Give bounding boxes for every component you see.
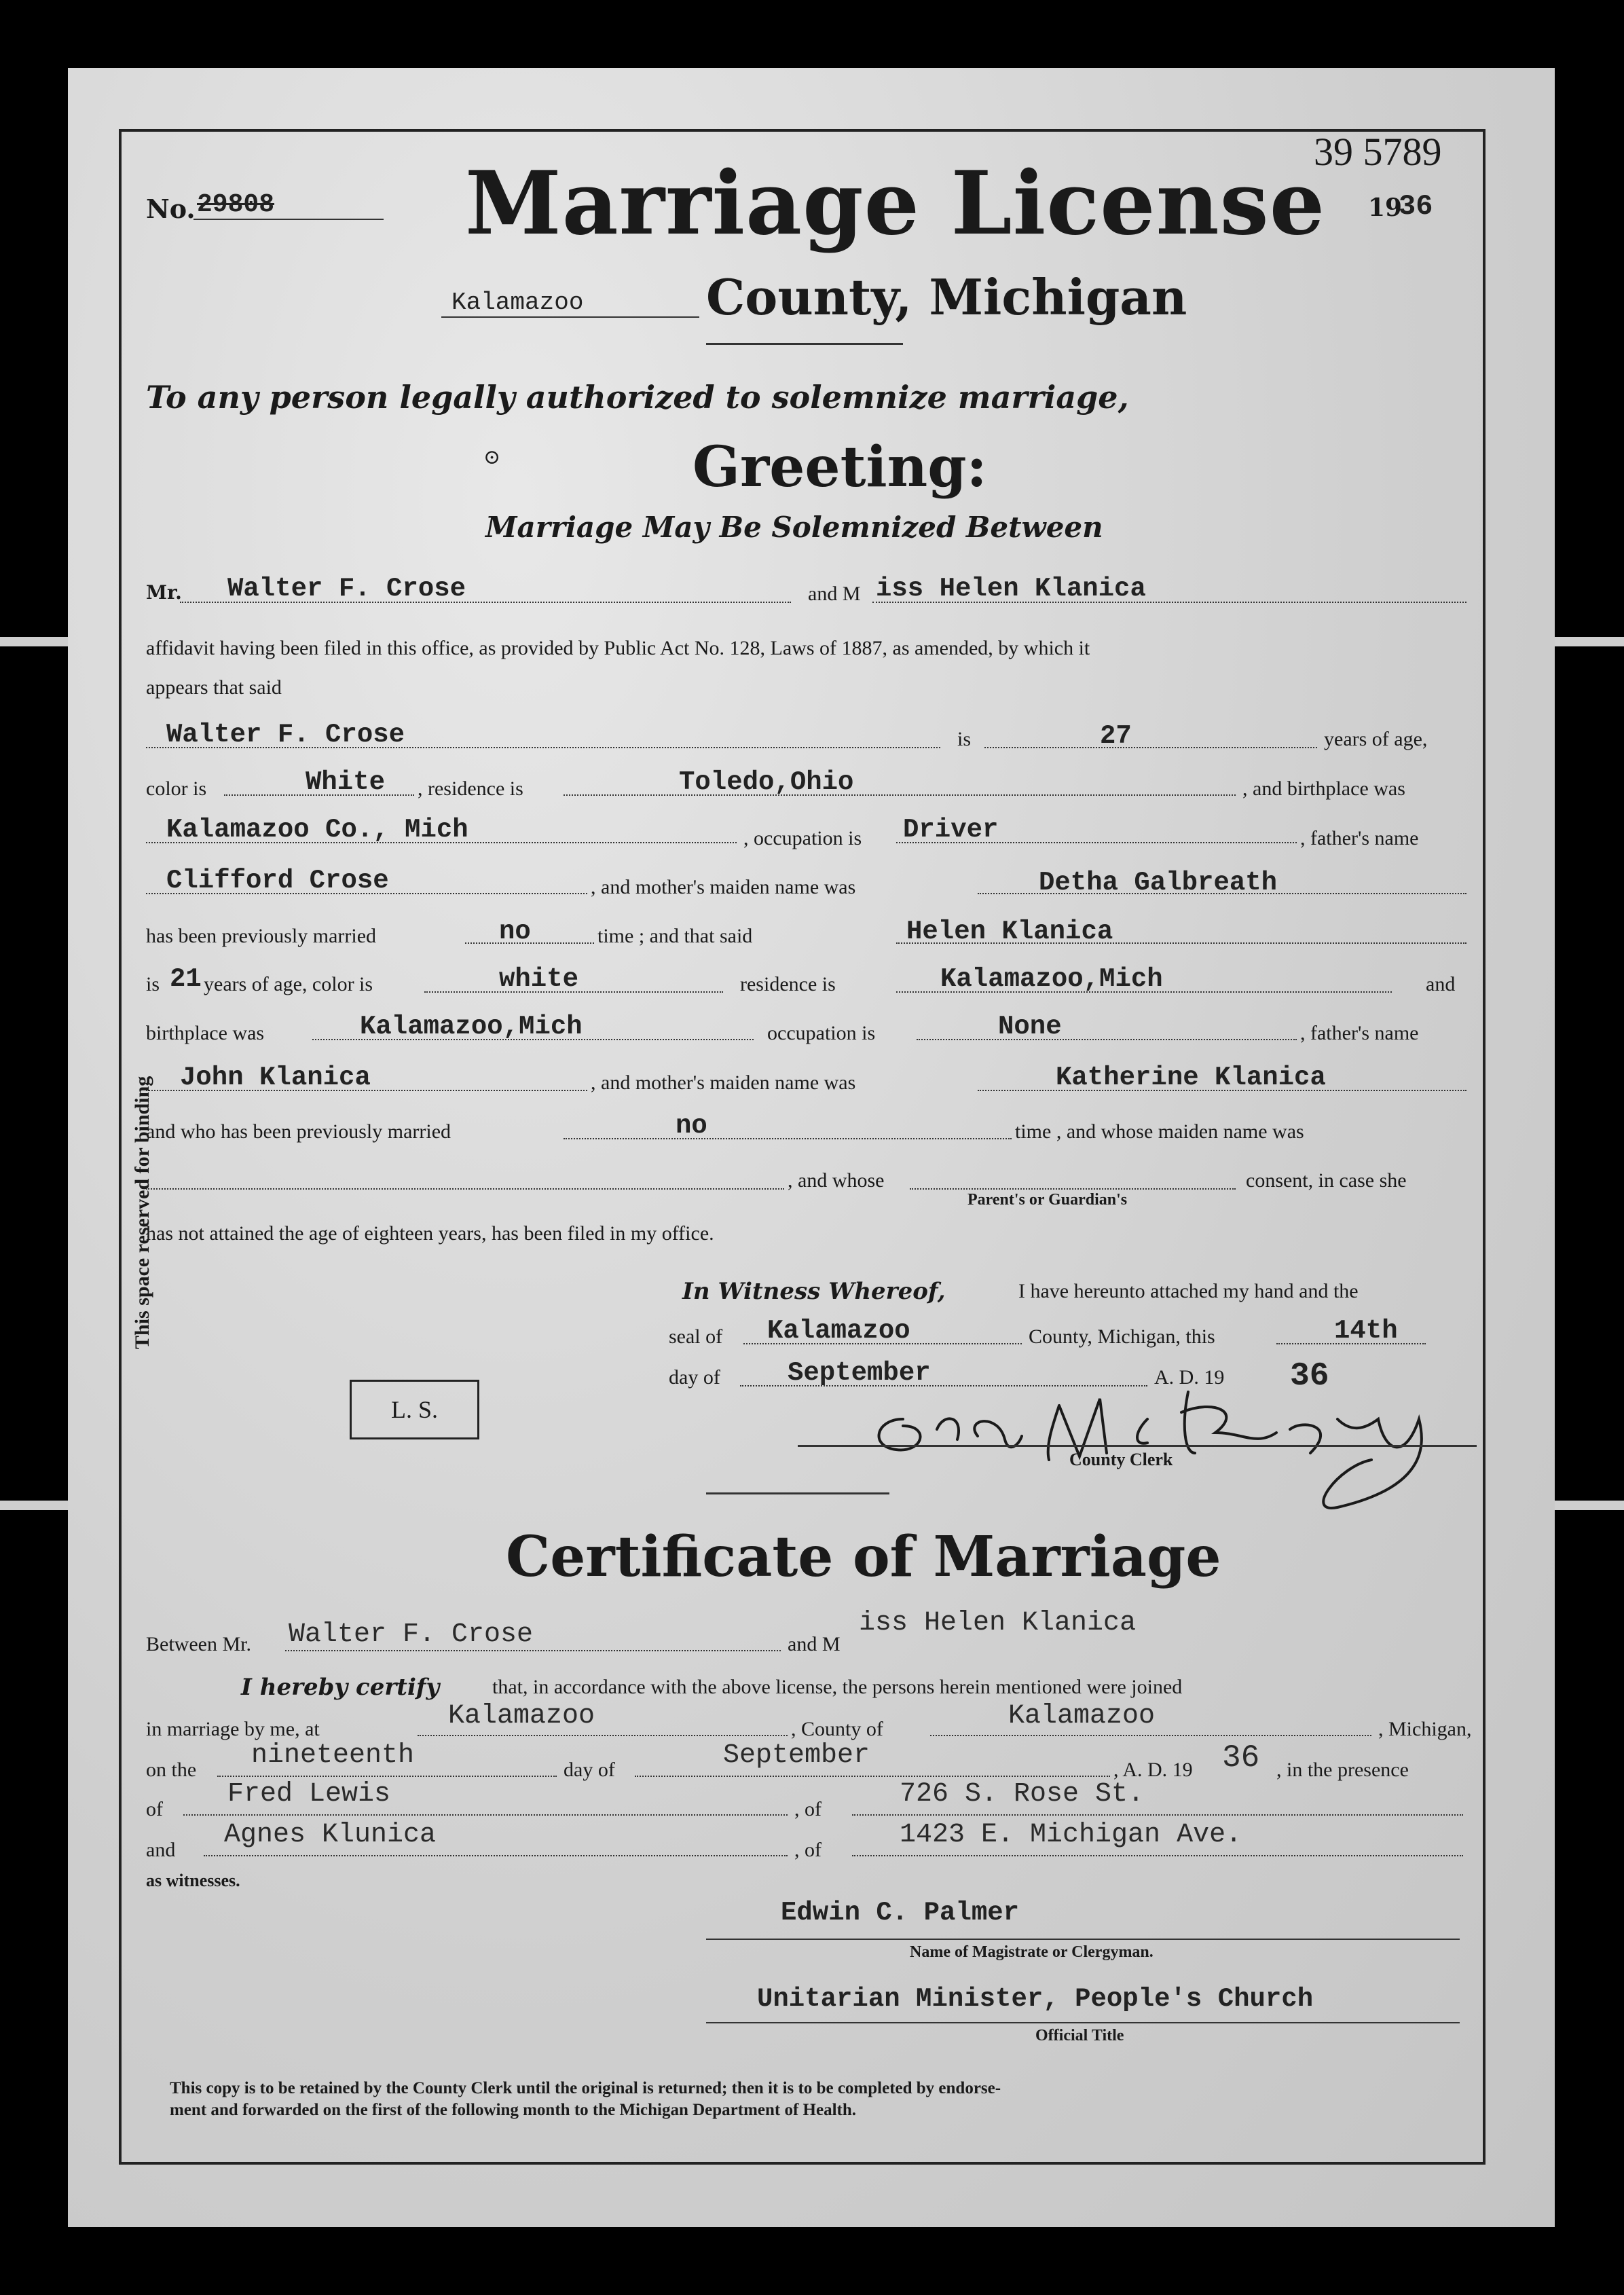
presence-label: , in the presence <box>1276 1759 1409 1781</box>
residence-is-label: , residence is <box>418 777 523 800</box>
license-title: Marriage License <box>465 153 1326 255</box>
officiant-label: Name of Magistrate or Clergyman. <box>910 1943 1154 1961</box>
clerk-signature <box>862 1372 1514 1528</box>
marriage-day-line <box>217 1776 557 1777</box>
bride-father: John Klanica <box>180 1063 371 1093</box>
marriage-place: Kalamazoo <box>448 1701 595 1731</box>
groom-name-2-line <box>146 747 940 748</box>
as-witnesses: as witnesses. <box>146 1871 240 1890</box>
license-no-value: 29808 <box>197 190 275 219</box>
witness2-name-line <box>204 1855 788 1856</box>
issue-day-line <box>1276 1343 1426 1344</box>
groom-father-line <box>146 893 587 894</box>
groom-color-line <box>224 794 414 796</box>
issue-month: September <box>788 1358 931 1388</box>
mothers-maiden-label: , and mother's maiden name was <box>591 876 856 898</box>
comma-of-label: , of <box>794 1798 822 1820</box>
groom-birthplace-line <box>146 842 737 843</box>
prev-married-label-2: and who has been previously married <box>146 1120 451 1143</box>
cert-bride-name: iss Helen Klanica <box>859 1608 1137 1638</box>
groom-age: 27 <box>1100 721 1132 751</box>
color-is-label: color is <box>146 777 207 800</box>
county-label: County, Michigan <box>706 268 1187 326</box>
cert-and-m-label: and M <box>788 1633 841 1655</box>
on-the-label: on the <box>146 1759 197 1781</box>
bride-birthplace: Kalamazoo,Mich <box>360 1012 583 1042</box>
witness1-name: Fred Lewis <box>227 1779 391 1810</box>
address-line: To any person legally authorized to solemnize marriage, <box>146 379 1129 416</box>
occupation-is-label: , occupation is <box>743 827 862 849</box>
seal-of-label: seal of <box>669 1325 723 1348</box>
groom-occupation: Driver <box>903 815 999 845</box>
bride-mother: Katherine Klanica <box>1056 1063 1326 1093</box>
bride-age: 21 <box>170 964 202 994</box>
license-no-label: No. <box>146 194 196 224</box>
ls-seal-box: L. S. <box>350 1380 479 1439</box>
groom-age-line <box>984 747 1317 748</box>
and-label: and <box>1426 973 1456 995</box>
is-label-2: is <box>146 973 160 995</box>
birthplace-was-label: , and birthplace was <box>1242 777 1405 800</box>
groom-prev-married: no <box>499 917 531 947</box>
bride-prev-married: no <box>676 1111 707 1141</box>
witness2-address: 1423 E. Michigan Ave. <box>900 1820 1242 1850</box>
bride-name-2: Helen Klanica <box>906 917 1113 947</box>
solemnized-subhead: Marriage May Be Solemnized Between <box>485 511 1103 544</box>
is-label: is <box>957 728 972 750</box>
seal-county-line <box>743 1343 1022 1344</box>
and-m-label: and M <box>808 583 861 605</box>
binding-rule-left-bottom <box>0 1501 68 1510</box>
groom-residence: Toledo,Ohio <box>679 767 854 797</box>
witness2-address-line <box>852 1855 1463 1856</box>
groom-father: Clifford Crose <box>166 866 389 896</box>
and-whose-label: , and whose <box>788 1169 885 1192</box>
groom-residence-line <box>564 794 1236 796</box>
bride-name-line <box>872 602 1466 603</box>
mothers-maiden-label-2: , and mother's maiden name was <box>591 1071 856 1094</box>
bride-name-2-line <box>896 942 1466 944</box>
marriage-year: 36 <box>1222 1740 1260 1776</box>
witness1-name-line <box>183 1814 788 1816</box>
official-title-line <box>706 2022 1460 2023</box>
county-name: Kalamazoo <box>451 289 584 316</box>
groom-mother: Detha Galbreath <box>1039 868 1278 898</box>
bride-occupation: None <box>998 1012 1062 1042</box>
residence-is-label-2: residence is <box>740 973 836 995</box>
witness-text: I have hereunto attached my hand and the <box>1018 1280 1359 1302</box>
county-mich-this-label: County, Michigan, this <box>1029 1325 1215 1348</box>
binding-rule-left-top <box>0 637 68 646</box>
county-of-label: , County of <box>791 1718 883 1740</box>
consent-line <box>910 1188 1236 1190</box>
officiant-name: Edwin C. Palmer <box>781 1898 1020 1928</box>
bride-occupation-line <box>917 1039 1297 1040</box>
header-divider <box>706 343 903 345</box>
binding-note: This space reserved for binding <box>131 1076 153 1349</box>
groom-occupation-line <box>896 842 1297 843</box>
cert-ad-label: , A. D. 19 <box>1113 1759 1193 1781</box>
bride-residence-line <box>896 991 1392 993</box>
footer-note-line-1: This copy is to be retained by the County Clerk until the original is returned; then it is to be completed by endorse- <box>170 2079 1001 2097</box>
comma-of-label-2: , of <box>794 1839 822 1861</box>
maiden-name-line <box>146 1188 784 1190</box>
prev-married-label: has been previously married <box>146 925 377 947</box>
occupation-is-label-2: occupation is <box>767 1022 876 1044</box>
seal-county: Kalamazoo <box>767 1316 910 1346</box>
officiant-line <box>706 1939 1460 1940</box>
witness1-address: 726 S. Rose St. <box>900 1779 1145 1810</box>
stamp-number: 39 5789 <box>1314 130 1442 174</box>
circle-mark: ⊙ <box>483 445 501 469</box>
marriage-day: nineteenth <box>251 1740 415 1771</box>
time-maiden-label: time , and whose maiden name was <box>1015 1120 1304 1143</box>
bride-birthplace-line <box>312 1039 754 1040</box>
appears-text: appears that said <box>146 676 282 699</box>
issue-day: 14th <box>1334 1316 1398 1346</box>
affidavit-text: affidavit having been filed in this office, as provided by Public Act No. 128, Laws of 1887, as amended, by which it <box>146 637 1090 659</box>
witness2-name: Agnes Klunica <box>224 1820 437 1850</box>
license-no-line <box>193 219 384 220</box>
bride-prev-married-line <box>564 1138 1012 1139</box>
witness-whereof: In Witness Whereof, <box>682 1278 946 1305</box>
groom-name: Walter F. Crose <box>227 574 466 604</box>
cert-groom-name: Walter F. Crose <box>289 1619 534 1650</box>
birthplace-was-label-2: birthplace was <box>146 1022 265 1044</box>
groom-mother-line <box>978 893 1466 894</box>
groom-prev-married-line <box>465 942 594 944</box>
binding-rule-right-top <box>1555 637 1624 646</box>
between-label: Between Mr. <box>146 1633 251 1655</box>
cert-and-label: and <box>146 1839 176 1861</box>
time-and-said-label: time ; and that said <box>597 925 753 947</box>
bride-father-line <box>146 1090 587 1091</box>
footer-note-line-2: ment and forwarded on the first of the following month to the Michigan Department of Health. <box>170 2101 857 2119</box>
greeting-heading: Greeting: <box>693 435 987 500</box>
bride-color: white <box>499 964 579 994</box>
marriage-place-line <box>418 1735 788 1736</box>
county-line <box>441 316 699 318</box>
bride-mother-line <box>978 1090 1466 1091</box>
michigan-label: , Michigan, <box>1378 1718 1472 1740</box>
cert-groom-line <box>285 1650 781 1651</box>
years-of-age-label: years of age, <box>1324 728 1428 750</box>
marriage-county: Kalamazoo <box>1008 1701 1156 1731</box>
fathers-name-label: , father's name <box>1300 827 1419 849</box>
not-attained-text: has not attained the age of eighteen years, has been filed in my office. <box>146 1222 714 1245</box>
bride-residence: Kalamazoo,Mich <box>940 964 1163 994</box>
certificate-title: Certificate of Marriage <box>506 1524 1221 1590</box>
of-label: of <box>146 1798 163 1820</box>
groom-birthplace: Kalamazoo Co., Mich <box>166 815 468 845</box>
day-of-label: day of <box>669 1366 720 1389</box>
groom-name-line <box>180 602 791 603</box>
ad-year: 36 <box>1290 1358 1329 1395</box>
bride-color-line <box>424 991 723 993</box>
official-title-label: Official Title <box>1035 2027 1124 2044</box>
year-value: 36 <box>1399 190 1433 223</box>
binding-rule-right-bottom <box>1555 1501 1624 1510</box>
parent-guardian-label: Parent's or Guardian's <box>967 1191 1128 1209</box>
hereby-certify: I hereby certify <box>241 1674 440 1701</box>
marriage-county-line <box>930 1735 1371 1736</box>
county-clerk-label: County Clerk <box>1069 1450 1173 1469</box>
marriage-month-line <box>635 1776 1110 1777</box>
witness1-address-line <box>852 1814 1463 1816</box>
years-color-label: years of age, color is <box>204 973 373 995</box>
consent-label: consent, in case she <box>1246 1169 1407 1192</box>
section-divider <box>706 1492 889 1494</box>
official-title-value: Unitarian Minister, People's Church <box>757 1984 1314 2014</box>
certify-text: that, in accordance with the above license, the persons herein mentioned were joined <box>492 1676 1183 1698</box>
bride-name: iss Helen Klanica <box>876 574 1146 604</box>
groom-color: White <box>306 767 386 797</box>
ad-label: A. D. 19 <box>1154 1366 1225 1389</box>
fathers-name-label-2: , father's name <box>1300 1022 1419 1044</box>
groom-name-2: Walter F. Crose <box>166 720 405 750</box>
year-prefix: 19 <box>1368 194 1403 222</box>
clerk-signature-line <box>798 1445 1477 1447</box>
marriage-month: September <box>723 1740 870 1771</box>
mr-label: Mr. <box>146 581 182 604</box>
cert-day-of-label: day of <box>564 1759 615 1781</box>
in-marriage-label: in marriage by me, at <box>146 1718 320 1740</box>
